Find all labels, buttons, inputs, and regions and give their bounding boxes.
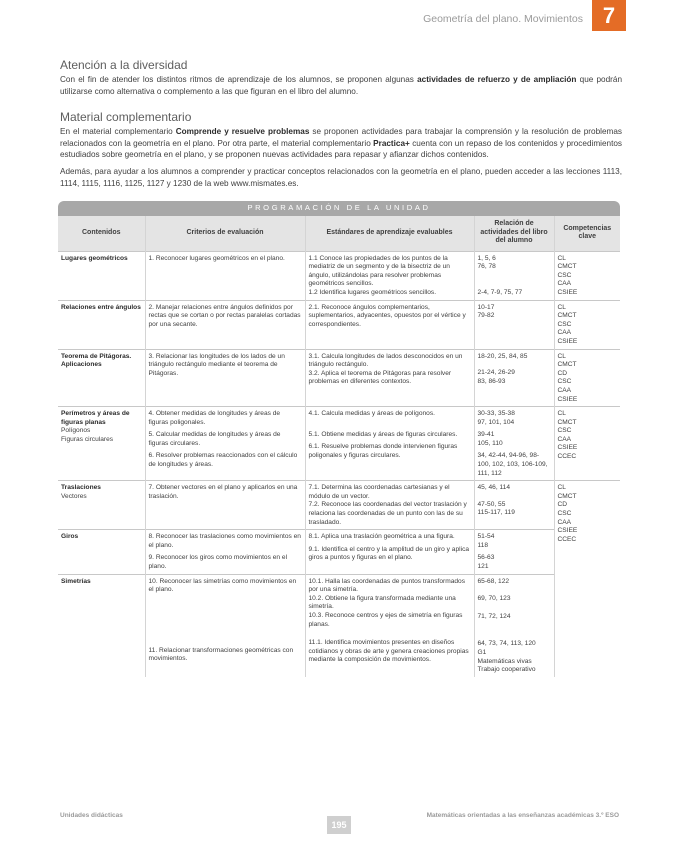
table-banner: PROGRAMACIÓN DE LA UNIDAD bbox=[58, 201, 620, 216]
competence: CL bbox=[557, 352, 566, 360]
criterion: 8. Reconocer las traslaciones como movimientos en el plano. bbox=[148, 533, 301, 549]
table-row bbox=[58, 574, 620, 677]
standard: 8.1. Aplica una traslación geométrica a una figura. bbox=[308, 533, 455, 541]
activities: 79-82 bbox=[477, 312, 495, 320]
page-number: 195 bbox=[327, 816, 351, 834]
activities: 121 bbox=[477, 563, 489, 570]
content-title: Giros bbox=[61, 533, 79, 541]
col-header: Estándares de aprendizaje evaluables bbox=[305, 216, 474, 252]
competence: CD bbox=[557, 369, 568, 377]
standard: 10.1. Halla las coordenadas de puntos transformados por una simetría. bbox=[308, 577, 466, 594]
standard: 6.1. Resuelve problemas donde intervienen figuras poligonales y figuras circulares. bbox=[308, 443, 458, 459]
col-header: Criterios de evaluación bbox=[145, 216, 305, 252]
standard: 5.1. Obtiene medidas y áreas de figuras circulares. bbox=[308, 430, 458, 438]
activities: 69, 70, 123 bbox=[477, 595, 511, 603]
competence: CSC bbox=[557, 510, 572, 518]
table-row bbox=[58, 300, 620, 349]
content-title: Traslaciones bbox=[61, 484, 101, 492]
standard: 9.1. Identifica el centro y la amplitud de un giro y aplica giros a puntos y figuras en el plano. bbox=[308, 545, 470, 562]
criterion: 2. Manejar relaciones entre ángulos definidos por rectas que se cortan o por rectas paralelas cortadas por una secante. bbox=[145, 300, 305, 349]
criterion: 3. Relacionar las longitudes de los lados de un triángulo rectángulo mediante el teorema de Pitágoras. bbox=[145, 349, 305, 407]
activities: 18-20, 25, 84, 85 bbox=[477, 352, 528, 360]
competence: CCEC bbox=[557, 453, 577, 461]
content-title: Simetrías bbox=[61, 577, 91, 585]
competence: CSIEE bbox=[557, 444, 578, 452]
competence: CAA bbox=[557, 435, 572, 443]
activities: 97, 101, 104 bbox=[477, 418, 515, 426]
competence: CSIEE bbox=[557, 527, 578, 535]
footer-right: Matemáticas orientadas a las enseñanzas académicas 3.º ESO bbox=[426, 812, 619, 819]
competence: CCEC bbox=[557, 535, 577, 543]
activities: 45, 46, 114 bbox=[477, 484, 511, 492]
activities: 51-54 bbox=[477, 533, 495, 541]
unit-number-badge: 7 bbox=[592, 0, 626, 31]
competence: CL bbox=[557, 254, 566, 262]
table-row bbox=[58, 481, 620, 530]
col-header: Relación de actividades del libro del alumno bbox=[474, 216, 554, 252]
activities: 105, 110 bbox=[477, 439, 503, 447]
competence: CL bbox=[557, 303, 566, 311]
activities: 115-117, 119 bbox=[477, 509, 515, 517]
table-row bbox=[58, 407, 620, 481]
table-row bbox=[58, 251, 620, 300]
diversity-paragraph: Con el fin de atender los distintos ritmos de aprendizaje de los alumnos, se proponen algunas actividades de refuerzo y de ampliación que podrán utilizarse como alternativa o complemento a las que figuran en el libro del alumno. bbox=[60, 75, 622, 96]
standard: 10.2. Obtiene la figura transformada mediante una simetría. bbox=[308, 594, 456, 611]
criterion: 6. Resolver problemas reaccionados con el cálculo de longitudes y áreas. bbox=[148, 452, 298, 469]
standard: 7.1. Determina las coordenadas cartesianas y el módulo de un vector. bbox=[308, 484, 450, 500]
activities: 71, 72, 124 bbox=[477, 612, 511, 620]
content-title: Teorema de Pitágoras. Aplicaciones bbox=[61, 352, 132, 369]
activities: 1, 5, 6 bbox=[477, 254, 496, 262]
competence: CSC bbox=[557, 271, 572, 279]
competence: CD bbox=[557, 501, 568, 509]
table-row bbox=[58, 530, 620, 574]
standard: 1.1 Conoce las propiedades de los puntos de la mediatriz de un segmento y de la bisectriz de un ángulo, utilizándolas para resolver problemas geométricos sencillos. bbox=[308, 254, 450, 288]
competence: CSIEE bbox=[557, 395, 578, 403]
competence: CMCT bbox=[557, 312, 577, 320]
content-subitem: Vectores bbox=[61, 492, 87, 500]
criterion: 10. Reconocer las simetrías como movimientos en el plano. bbox=[148, 577, 297, 594]
competence: CAA bbox=[557, 280, 572, 288]
standard: 7.2. Reconoce las coordenadas del vector traslación y relaciona las coordenadas de un punto con las de su trasladado. bbox=[308, 501, 467, 526]
activities: 2-4, 7-9, 75, 77 bbox=[477, 288, 523, 296]
standard: 10.3. Reconoce centros y ejes de simetría en figuras planas. bbox=[308, 611, 463, 628]
competence: CSC bbox=[557, 320, 572, 328]
content-title: Lugares geométricos bbox=[61, 254, 128, 262]
competence: CAA bbox=[557, 386, 572, 394]
competence: CSIEE bbox=[557, 288, 578, 296]
col-header: Competencias clave bbox=[554, 216, 620, 252]
competence: CSIEE bbox=[557, 337, 578, 345]
activities: 83, 86-93 bbox=[477, 377, 506, 385]
standard: 3.1. Calcula longitudes de lados desconocidos en un triángulo rectángulo. bbox=[308, 352, 463, 369]
section-title-material: Material complementario bbox=[60, 110, 192, 124]
material-paragraph-2: Además, para ayudar a los alumnos a comprender y practicar conceptos relacionados con la geometría en el plano, pueden acceder a las lecciones 1113, 1114, 1115, 1116, 1125, 1127 y 1230 de la web www.mismates.es. bbox=[60, 167, 622, 188]
competence: CSC bbox=[557, 378, 572, 386]
activities: 34, 42-44, 94-96, 98-100, 102, 103, 106-109, 111, 112 bbox=[477, 452, 548, 477]
activities: G1 bbox=[477, 648, 487, 656]
competence: CL bbox=[557, 484, 566, 492]
activities: 118 bbox=[477, 541, 489, 549]
standard: 2.1. Reconoce ángulos complementarios, suplementarios, adyacentes, opuestos por el vértice y correspondientes. bbox=[305, 300, 474, 349]
activities: 65-68, 122 bbox=[477, 577, 510, 585]
material-paragraph-1: En el material complementario Comprende y resuelve problemas se proponen actividades para trabajar la comprensión y la resolución de problemas relacionados con la geometría en el plano. Por otra parte, el material complementario Practica+ cuenta con un repaso de los contenidos y procedimientos estudiados sobre geometría en el plano, y se proponen nuevas actividades para repasar y afianzar dichos contenidos. bbox=[60, 127, 622, 160]
activities: 56-63 bbox=[477, 554, 495, 562]
criterion: 5. Calcular medidas de longitudes y áreas de figuras circulares. bbox=[148, 431, 281, 447]
section-title-diversity: Atención a la diversidad bbox=[60, 58, 188, 72]
activities: 21-24, 26-29 bbox=[477, 369, 515, 377]
standard: 3.2. Aplica el teorema de Pitágoras para resolver problemas en diferentes contextos. bbox=[308, 369, 452, 386]
criterion: 9. Reconocer los giros como movimientos en el plano. bbox=[148, 554, 288, 570]
content-title: Relaciones entre ángulos bbox=[61, 303, 141, 311]
footer-left: Unidades didácticas bbox=[60, 812, 123, 819]
criterion: 1. Reconocer lugares geométricos en el plano. bbox=[145, 251, 305, 300]
criterion: 11. Relacionar transformaciones geométricas con movimientos. bbox=[148, 646, 294, 663]
competence: CSC bbox=[557, 427, 572, 435]
activities: 76, 78 bbox=[477, 263, 496, 271]
header-title: Geometría del plano. Movimientos bbox=[423, 13, 583, 25]
competence: CMCT bbox=[557, 361, 577, 369]
col-header: Contenidos bbox=[58, 216, 145, 252]
activities: 47-50, 55 bbox=[477, 500, 506, 508]
competence: CMCT bbox=[557, 492, 577, 500]
activities: 30-33, 35-38 bbox=[477, 410, 515, 418]
activities: 64, 73, 74, 113, 120 bbox=[477, 640, 536, 648]
standard: 1.2 Identifica lugares geométricos sencillos. bbox=[308, 288, 437, 296]
competence: CMCT bbox=[557, 263, 577, 271]
standard: 4.1. Calcula medidas y áreas de polígonos. bbox=[308, 410, 435, 418]
criterion: 7. Obtener vectores en el plano y aplicarlos en una traslación. bbox=[145, 481, 305, 530]
competence: CL bbox=[557, 410, 566, 418]
competence: CAA bbox=[557, 329, 572, 337]
programming-table bbox=[58, 201, 620, 677]
activities: 39-41 bbox=[477, 431, 495, 439]
table-row bbox=[58, 349, 620, 407]
standard: 11.1. Identifica movimientos presentes en diseños cotidianos y obras de arte y genera creaciones propias mediante la composición de movimientos. bbox=[308, 639, 469, 664]
activities: Trabajo cooperativo bbox=[477, 666, 536, 674]
activities: Matemáticas vivas bbox=[477, 657, 532, 665]
competence: CMCT bbox=[557, 418, 577, 426]
activities: 10-17 bbox=[477, 303, 495, 311]
content-title: Perímetros y áreas de figuras planas bbox=[61, 410, 130, 426]
competence: CAA bbox=[557, 518, 572, 526]
criterion: 4. Obtener medidas de longitudes y áreas de figuras poligonales. bbox=[148, 410, 281, 426]
content-subitem: Figuras circulares bbox=[61, 435, 114, 443]
content-subitem: Polígonos bbox=[61, 427, 91, 435]
